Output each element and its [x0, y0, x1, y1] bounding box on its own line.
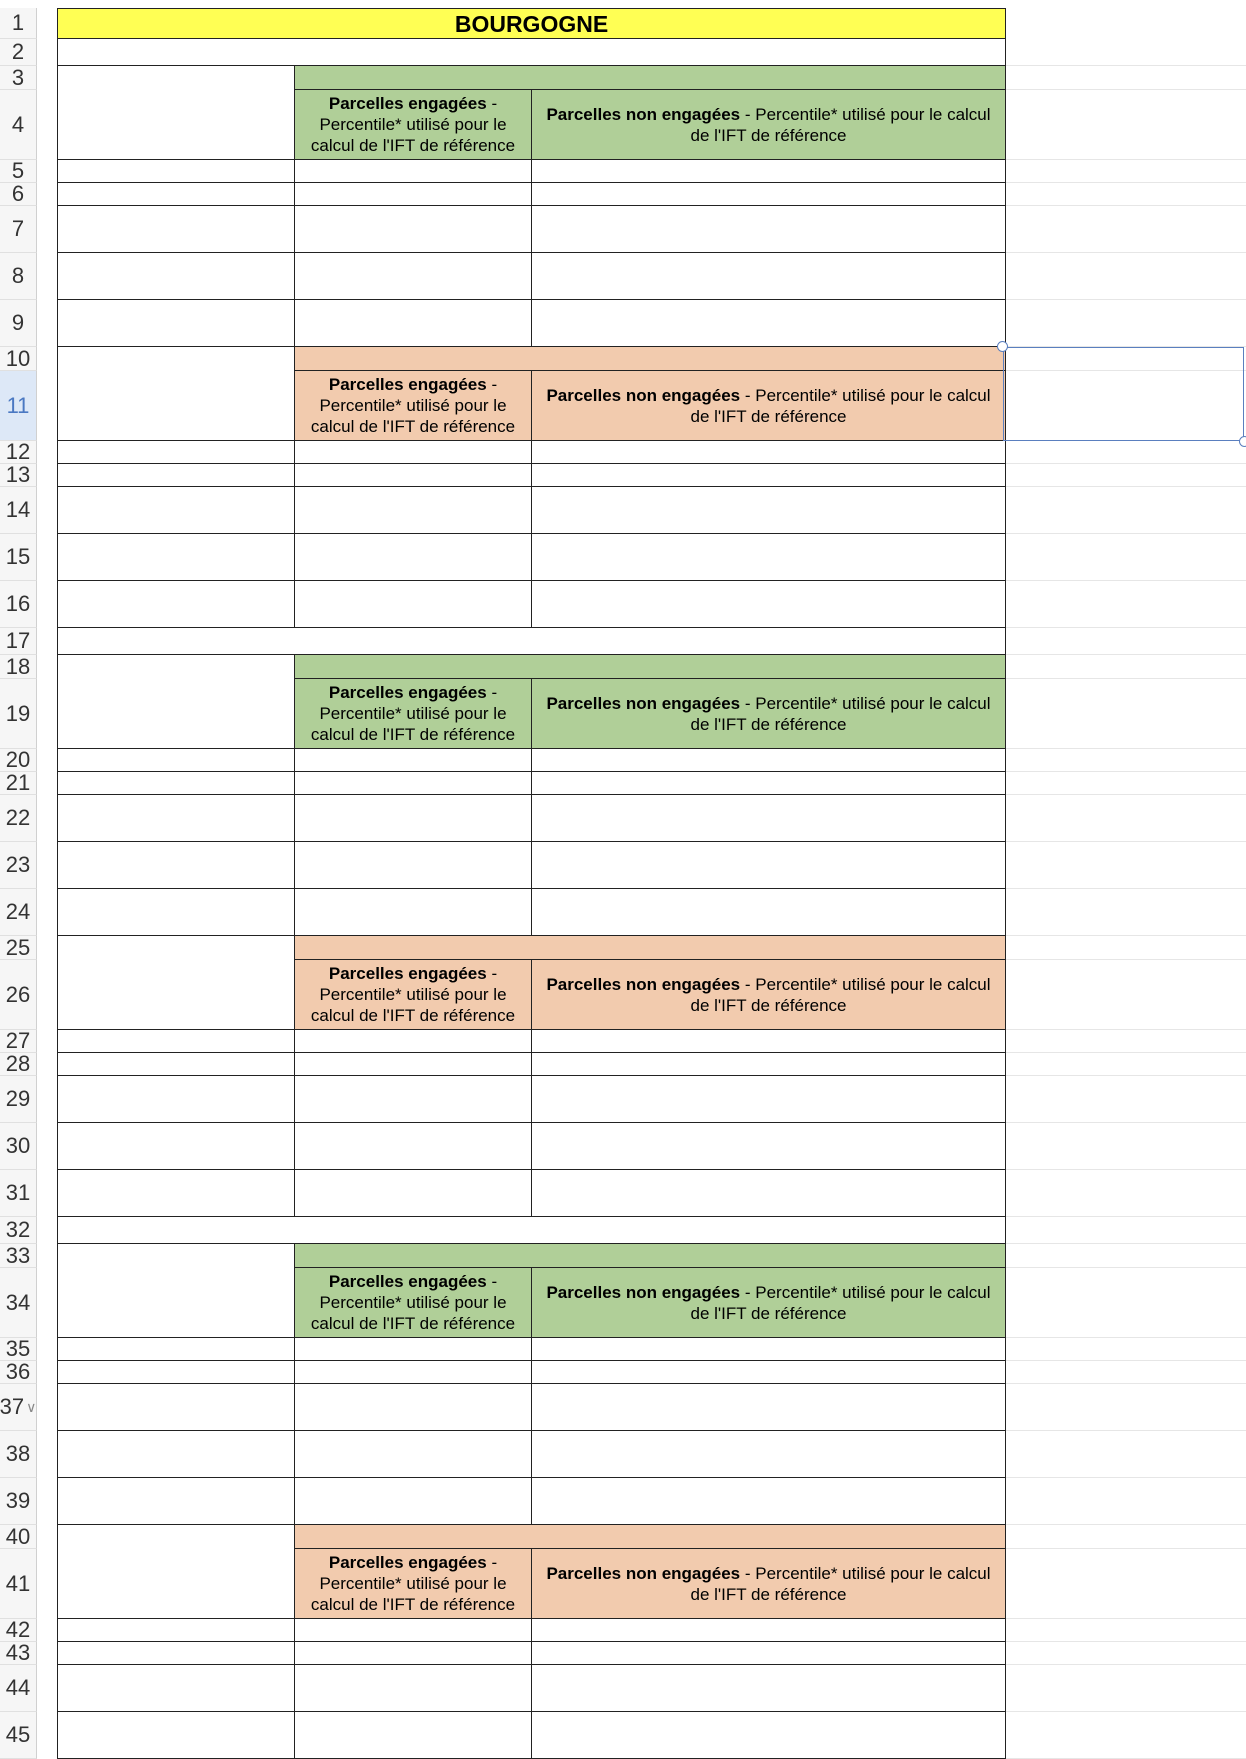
empty-cell	[1006, 159, 1246, 160]
year-label[interactable]	[57, 1642, 295, 1665]
year-label[interactable]	[57, 300, 295, 347]
empty-cell	[1006, 533, 1246, 534]
engagees-header[interactable]	[295, 960, 532, 1030]
engagees-value[interactable]	[295, 1712, 532, 1759]
engagees-value[interactable]	[295, 487, 532, 534]
non-engagees-value[interactable]	[532, 300, 1006, 347]
non-engagees-value[interactable]	[532, 206, 1006, 253]
row-number[interactable]	[0, 889, 37, 936]
year-label[interactable]	[57, 1712, 295, 1759]
section-header[interactable]	[295, 1525, 1006, 1549]
engagees-value[interactable]	[295, 749, 532, 772]
engagees-header-bold: Parcelles engagées	[328, 683, 487, 702]
empty-cell	[1006, 1216, 1246, 1217]
empty-cell	[1006, 486, 1246, 487]
empty-cell	[1006, 1337, 1246, 1338]
non-engagees-value[interactable]	[532, 889, 1006, 936]
year-label[interactable]	[57, 183, 295, 206]
empty-cell	[1006, 65, 1246, 66]
year-label[interactable]	[57, 253, 295, 300]
year-label[interactable]	[57, 1170, 295, 1217]
engagees-value[interactable]	[295, 1076, 532, 1123]
row-number-label: 35	[5, 1336, 31, 1361]
row-number[interactable]	[0, 487, 37, 534]
row-number[interactable]	[0, 90, 37, 160]
non-engagees-value[interactable]	[532, 1712, 1006, 1759]
engagees-value[interactable]	[295, 1384, 532, 1431]
section-header[interactable]	[295, 66, 1006, 90]
non-engagees-value[interactable]	[532, 1619, 1006, 1642]
empty-cell	[1006, 463, 1246, 464]
year-label[interactable]	[57, 1384, 295, 1431]
non-engagees-value[interactable]	[532, 1384, 1006, 1431]
empty-cell	[1006, 627, 1246, 628]
engagees-value[interactable]	[295, 795, 532, 842]
empty-cell	[1006, 1711, 1246, 1712]
row-number-label: 6	[11, 181, 25, 206]
empty-cell	[1006, 771, 1246, 772]
row-number-label: 39	[5, 1488, 31, 1513]
row-number[interactable]	[0, 628, 37, 655]
engagees-value[interactable]	[295, 581, 532, 628]
empty-cell	[1006, 794, 1246, 795]
selection-handle-bottom-right[interactable]	[1239, 436, 1246, 447]
row-number[interactable]	[0, 1338, 37, 1361]
row-number[interactable]	[0, 1361, 37, 1384]
empty-cell	[1006, 1477, 1246, 1478]
non-header-rest: - Percentile* utilisé pour le calcul de l'IFT de référence	[690, 1282, 991, 1323]
row-number[interactable]	[0, 206, 37, 253]
row-number[interactable]	[0, 1665, 37, 1712]
engagees-header-text	[295, 1552, 531, 1615]
non-header-bold: Parcelles non engagées	[546, 974, 741, 994]
row-number[interactable]	[0, 936, 37, 960]
engagees-header-bold: Parcelles engagées	[328, 1553, 487, 1572]
non-engagees-value[interactable]	[532, 1338, 1006, 1361]
empty-cell	[1006, 1641, 1246, 1642]
non-header-text	[532, 974, 1005, 1016]
row-number-label: 19	[5, 700, 31, 726]
non-header-text	[532, 693, 1005, 735]
year-label[interactable]	[57, 1076, 295, 1123]
engagees-header-bold: Parcelles engagées	[328, 1272, 487, 1291]
non-engagees-header[interactable]	[532, 960, 1006, 1030]
row-number-label: 44	[5, 1675, 31, 1700]
engagees-header[interactable]	[295, 679, 532, 749]
non-engagees-value[interactable]	[532, 1642, 1006, 1665]
engagees-header[interactable]	[295, 371, 532, 441]
row-number-label: 40	[5, 1523, 31, 1549]
row-number-label: 9	[11, 310, 25, 335]
engagees-header-rest: - Percentile* utilisé pour le calcul de l'IFT de référence	[310, 1553, 516, 1614]
row-number[interactable]	[0, 66, 37, 90]
engagees-value[interactable]	[295, 1338, 532, 1361]
row-number[interactable]	[0, 1217, 37, 1244]
row-number[interactable]	[0, 464, 37, 487]
row-number[interactable]	[0, 655, 37, 679]
engagees-header-rest: - Percentile* utilisé pour le calcul de l'IFT de référence	[310, 683, 516, 744]
engagees-header[interactable]	[295, 1268, 532, 1338]
non-engagees-value[interactable]	[532, 487, 1006, 534]
year-label[interactable]	[57, 1338, 295, 1361]
engagees-value[interactable]	[295, 1619, 532, 1642]
row-number[interactable]	[0, 1244, 37, 1268]
row-number[interactable]	[0, 1549, 37, 1619]
non-engagees-value[interactable]	[532, 1170, 1006, 1217]
row-number[interactable]	[0, 679, 37, 749]
empty-cell	[1006, 89, 1246, 90]
sheet-title[interactable]: BOURGOGNE	[57, 8, 1006, 39]
row-number-label: 22	[5, 805, 31, 830]
empty-cell	[1006, 1075, 1246, 1076]
row-number[interactable]	[0, 8, 37, 39]
non-header-text	[532, 385, 1005, 427]
row-number-label: 1	[11, 10, 25, 35]
empty-cell	[1006, 1430, 1246, 1431]
empty-cell	[1006, 1383, 1246, 1384]
engagees-value[interactable]	[295, 1478, 532, 1525]
row-number-label: 37	[0, 1394, 25, 1419]
row-number[interactable]	[0, 1170, 37, 1217]
non-header-rest: - Percentile* utilisé pour le calcul de l'IFT de référence	[690, 385, 991, 426]
engagees-value[interactable]	[295, 300, 532, 347]
non-engagees-value[interactable]	[532, 749, 1006, 772]
empty-cell	[1006, 678, 1246, 679]
year-label[interactable]	[57, 487, 295, 534]
engagees-value[interactable]	[295, 160, 532, 183]
non-engagees-value[interactable]	[532, 183, 1006, 206]
row-number-label: 10	[5, 345, 31, 371]
row-number-label: 2	[11, 39, 25, 64]
non-engagees-value[interactable]	[532, 441, 1006, 464]
year-label[interactable]	[57, 842, 295, 889]
engagees-value[interactable]	[295, 206, 532, 253]
non-engagees-value[interactable]	[532, 1361, 1006, 1384]
row-number-label: 5	[11, 158, 25, 183]
non-engagees-value[interactable]	[532, 1076, 1006, 1123]
engagees-header-rest: - Percentile* utilisé pour le calcul de l'IFT de référence	[310, 1272, 516, 1333]
year-label[interactable]	[57, 581, 295, 628]
engagees-value[interactable]	[295, 842, 532, 889]
row-number[interactable]	[0, 1619, 37, 1642]
section-header[interactable]	[295, 936, 1006, 960]
year-label[interactable]	[57, 1619, 295, 1642]
engagees-value[interactable]	[295, 1030, 532, 1053]
row-number[interactable]	[0, 300, 37, 347]
empty-cell	[1006, 1664, 1246, 1665]
engagees-value[interactable]	[295, 1123, 532, 1170]
non-engagees-value[interactable]	[532, 1053, 1006, 1076]
engagees-header-bold: Parcelles engagées	[328, 375, 487, 394]
engagees-value[interactable]	[295, 1170, 532, 1217]
annee-header-cell[interactable]	[57, 1244, 295, 1338]
row-number-label: 14	[5, 497, 31, 522]
year-label[interactable]	[57, 1665, 295, 1712]
empty-cell	[1006, 654, 1246, 655]
year-label[interactable]	[57, 441, 295, 464]
row-number-label: 33	[5, 1242, 31, 1268]
row-number[interactable]	[0, 795, 37, 842]
row-number-label: 27	[5, 1028, 31, 1053]
empty-cell	[1006, 205, 1246, 206]
row-number-label: 8	[11, 263, 25, 288]
non-engagees-value[interactable]	[532, 842, 1006, 889]
year-label[interactable]	[57, 534, 295, 581]
engagees-header-text	[295, 93, 531, 156]
non-engagees-header[interactable]	[532, 90, 1006, 160]
row-number[interactable]	[0, 1712, 37, 1759]
row-number[interactable]	[0, 1384, 37, 1431]
empty-cell	[1006, 1267, 1246, 1268]
engagees-header-text	[295, 374, 531, 437]
row-number-label: 20	[5, 747, 31, 772]
row-number-label: 30	[5, 1133, 31, 1158]
empty-cell	[1006, 580, 1246, 581]
empty-cell	[1006, 1243, 1246, 1244]
row-number-label: 15	[5, 544, 31, 569]
non-header-bold: Parcelles non engagées	[546, 693, 741, 713]
niveau-header[interactable]	[57, 39, 1006, 66]
engagees-value[interactable]	[295, 1665, 532, 1712]
engagees-value[interactable]	[295, 1431, 532, 1478]
cell-selection-box[interactable]	[1003, 347, 1244, 441]
row-number-label: 7	[11, 216, 25, 241]
row-number[interactable]	[0, 772, 37, 795]
row-number[interactable]	[0, 842, 37, 889]
empty-cell	[1006, 935, 1246, 936]
row-number[interactable]	[0, 371, 37, 441]
row-number[interactable]	[0, 1642, 37, 1665]
year-label[interactable]	[57, 1361, 295, 1384]
year-label[interactable]	[57, 1431, 295, 1478]
non-engagees-value[interactable]	[532, 1030, 1006, 1053]
empty-cell	[1006, 1360, 1246, 1361]
non-engagees-value[interactable]	[532, 581, 1006, 628]
row-number-label: 32	[5, 1217, 31, 1242]
row-number[interactable]	[0, 1478, 37, 1525]
niveau-header[interactable]	[57, 1217, 1006, 1244]
row-number[interactable]	[0, 1123, 37, 1170]
empty-cell	[1006, 1122, 1246, 1123]
row-number-label: 13	[5, 462, 31, 487]
row-number[interactable]	[0, 441, 37, 464]
row-number-label: 38	[5, 1441, 31, 1466]
row-number[interactable]	[0, 253, 37, 300]
empty-cell	[1006, 252, 1246, 253]
year-label[interactable]	[57, 795, 295, 842]
engagees-value[interactable]	[295, 1361, 532, 1384]
engagees-header[interactable]	[295, 1549, 532, 1619]
engagees-header-rest: - Percentile* utilisé pour le calcul de l'IFT de référence	[310, 964, 516, 1025]
row-number[interactable]	[0, 1268, 37, 1338]
non-engagees-value[interactable]	[532, 464, 1006, 487]
annee-header-cell[interactable]	[57, 936, 295, 1030]
non-engagees-value[interactable]	[532, 1665, 1006, 1712]
row-number-label: 3	[11, 64, 25, 90]
engagees-header-text	[295, 1271, 531, 1334]
niveau-header[interactable]	[57, 628, 1006, 655]
engagees-value[interactable]	[295, 253, 532, 300]
empty-cell	[1006, 1524, 1246, 1525]
non-engagees-value[interactable]	[532, 534, 1006, 581]
chevron-down-icon[interactable]: ∨	[26, 1398, 37, 1415]
engagees-value[interactable]	[295, 1053, 532, 1076]
annee-header-cell[interactable]	[57, 66, 295, 160]
year-label[interactable]	[57, 1123, 295, 1170]
non-header-text	[532, 104, 1005, 146]
engagees-value[interactable]	[295, 464, 532, 487]
row-number[interactable]	[0, 749, 37, 772]
row-number[interactable]	[0, 1076, 37, 1123]
row-number[interactable]	[0, 160, 37, 183]
section-header[interactable]	[295, 347, 1006, 371]
engagees-value[interactable]	[295, 441, 532, 464]
year-label[interactable]	[57, 749, 295, 772]
empty-cell	[1006, 888, 1246, 889]
year-label[interactable]	[57, 889, 295, 936]
non-header-text	[532, 1282, 1005, 1324]
non-engagees-value[interactable]	[532, 772, 1006, 795]
non-engagees-header[interactable]	[532, 679, 1006, 749]
empty-cell	[1006, 841, 1246, 842]
row-number[interactable]	[0, 581, 37, 628]
row-number[interactable]	[0, 347, 37, 371]
non-engagees-value[interactable]	[532, 1478, 1006, 1525]
non-header-bold: Parcelles non engagées	[546, 1563, 741, 1583]
annee-header-cell[interactable]	[57, 1525, 295, 1619]
row-number[interactable]	[0, 534, 37, 581]
non-header-text	[532, 1563, 1005, 1605]
row-number-label: 18	[5, 653, 31, 679]
non-header-bold: Parcelles non engagées	[546, 385, 741, 405]
row-number-label: 41	[5, 1570, 31, 1596]
engagees-header-rest: - Percentile* utilisé pour le calcul de l'IFT de référence	[310, 94, 516, 155]
row-number-label: 16	[5, 591, 31, 616]
engagees-header-text	[295, 682, 531, 745]
year-label[interactable]	[57, 1030, 295, 1053]
row-number[interactable]	[0, 1053, 37, 1076]
row-number[interactable]	[0, 960, 37, 1030]
row-number-label: 25	[5, 934, 31, 960]
non-engagees-header[interactable]	[532, 1268, 1006, 1338]
non-header-rest: - Percentile* utilisé pour le calcul de l'IFT de référence	[690, 104, 991, 145]
non-header-rest: - Percentile* utilisé pour le calcul de l'IFT de référence	[690, 974, 991, 1015]
row-number-label: 26	[5, 981, 31, 1007]
row-number-label: 11	[6, 392, 30, 418]
empty-cell	[1006, 182, 1246, 183]
non-engagees-value[interactable]	[532, 795, 1006, 842]
row-number[interactable]	[0, 1525, 37, 1549]
row-number-label: 34	[5, 1289, 31, 1315]
non-header-rest: - Percentile* utilisé pour le calcul de l'IFT de référence	[690, 693, 991, 734]
engagees-value[interactable]	[295, 772, 532, 795]
row-number-label: 21	[5, 770, 31, 795]
row-number-label: 4	[11, 111, 25, 137]
engagees-header[interactable]	[295, 90, 532, 160]
engagees-value[interactable]	[295, 183, 532, 206]
row-number-label: 24	[5, 899, 31, 924]
row-number[interactable]	[0, 1431, 37, 1478]
non-engagees-value[interactable]	[532, 1123, 1006, 1170]
empty-cell	[1006, 959, 1246, 960]
row-number-label: 29	[5, 1086, 31, 1111]
non-engagees-header[interactable]	[532, 371, 1006, 441]
annee-header-cell[interactable]	[57, 347, 295, 441]
non-engagees-header[interactable]	[532, 1549, 1006, 1619]
row-number-label: 28	[5, 1051, 31, 1076]
row-number-label: 31	[5, 1180, 31, 1205]
engagees-header-rest: - Percentile* utilisé pour le calcul de l'IFT de référence	[310, 375, 516, 436]
row-number[interactable]	[0, 39, 37, 66]
empty-cell	[1006, 1548, 1246, 1549]
section-header[interactable]	[295, 655, 1006, 679]
engagees-header-text	[295, 963, 531, 1026]
non-header-rest: - Percentile* utilisé pour le calcul de l'IFT de référence	[690, 1563, 991, 1604]
row-number-label: 36	[5, 1359, 31, 1384]
section-header[interactable]	[295, 1244, 1006, 1268]
row-number-label: 42	[5, 1617, 31, 1642]
selection-handle-top-left[interactable]	[997, 341, 1008, 352]
non-header-bold: Parcelles non engagées	[546, 104, 741, 124]
engagees-header-bold: Parcelles engagées	[328, 94, 487, 113]
empty-cell	[1006, 299, 1246, 300]
empty-cell	[1006, 1052, 1246, 1053]
non-engagees-value[interactable]	[532, 160, 1006, 183]
row-number-label: 43	[5, 1640, 31, 1665]
year-label[interactable]	[57, 1478, 295, 1525]
year-label[interactable]	[57, 1053, 295, 1076]
annee-header-cell[interactable]	[57, 655, 295, 749]
row-number-label: 23	[5, 852, 31, 877]
row-number[interactable]	[0, 183, 37, 206]
row-number-label: 12	[5, 439, 31, 464]
empty-cell	[1006, 1029, 1246, 1030]
year-label[interactable]	[57, 772, 295, 795]
non-header-bold: Parcelles non engagées	[546, 1282, 741, 1302]
empty-cell	[1006, 1618, 1246, 1619]
non-engagees-value[interactable]	[532, 253, 1006, 300]
year-label[interactable]	[57, 206, 295, 253]
empty-cell	[1006, 1169, 1246, 1170]
row-number-label: 45	[5, 1722, 31, 1747]
year-label[interactable]	[57, 464, 295, 487]
engagees-value[interactable]	[295, 534, 532, 581]
row-number-label: 17	[5, 628, 31, 653]
row-number[interactable]	[0, 1030, 37, 1053]
engagees-value[interactable]	[295, 889, 532, 936]
year-label[interactable]	[57, 160, 295, 183]
empty-cell	[1006, 748, 1246, 749]
engagees-value[interactable]	[295, 1642, 532, 1665]
engagees-header-bold: Parcelles engagées	[328, 964, 487, 983]
non-engagees-value[interactable]	[532, 1431, 1006, 1478]
